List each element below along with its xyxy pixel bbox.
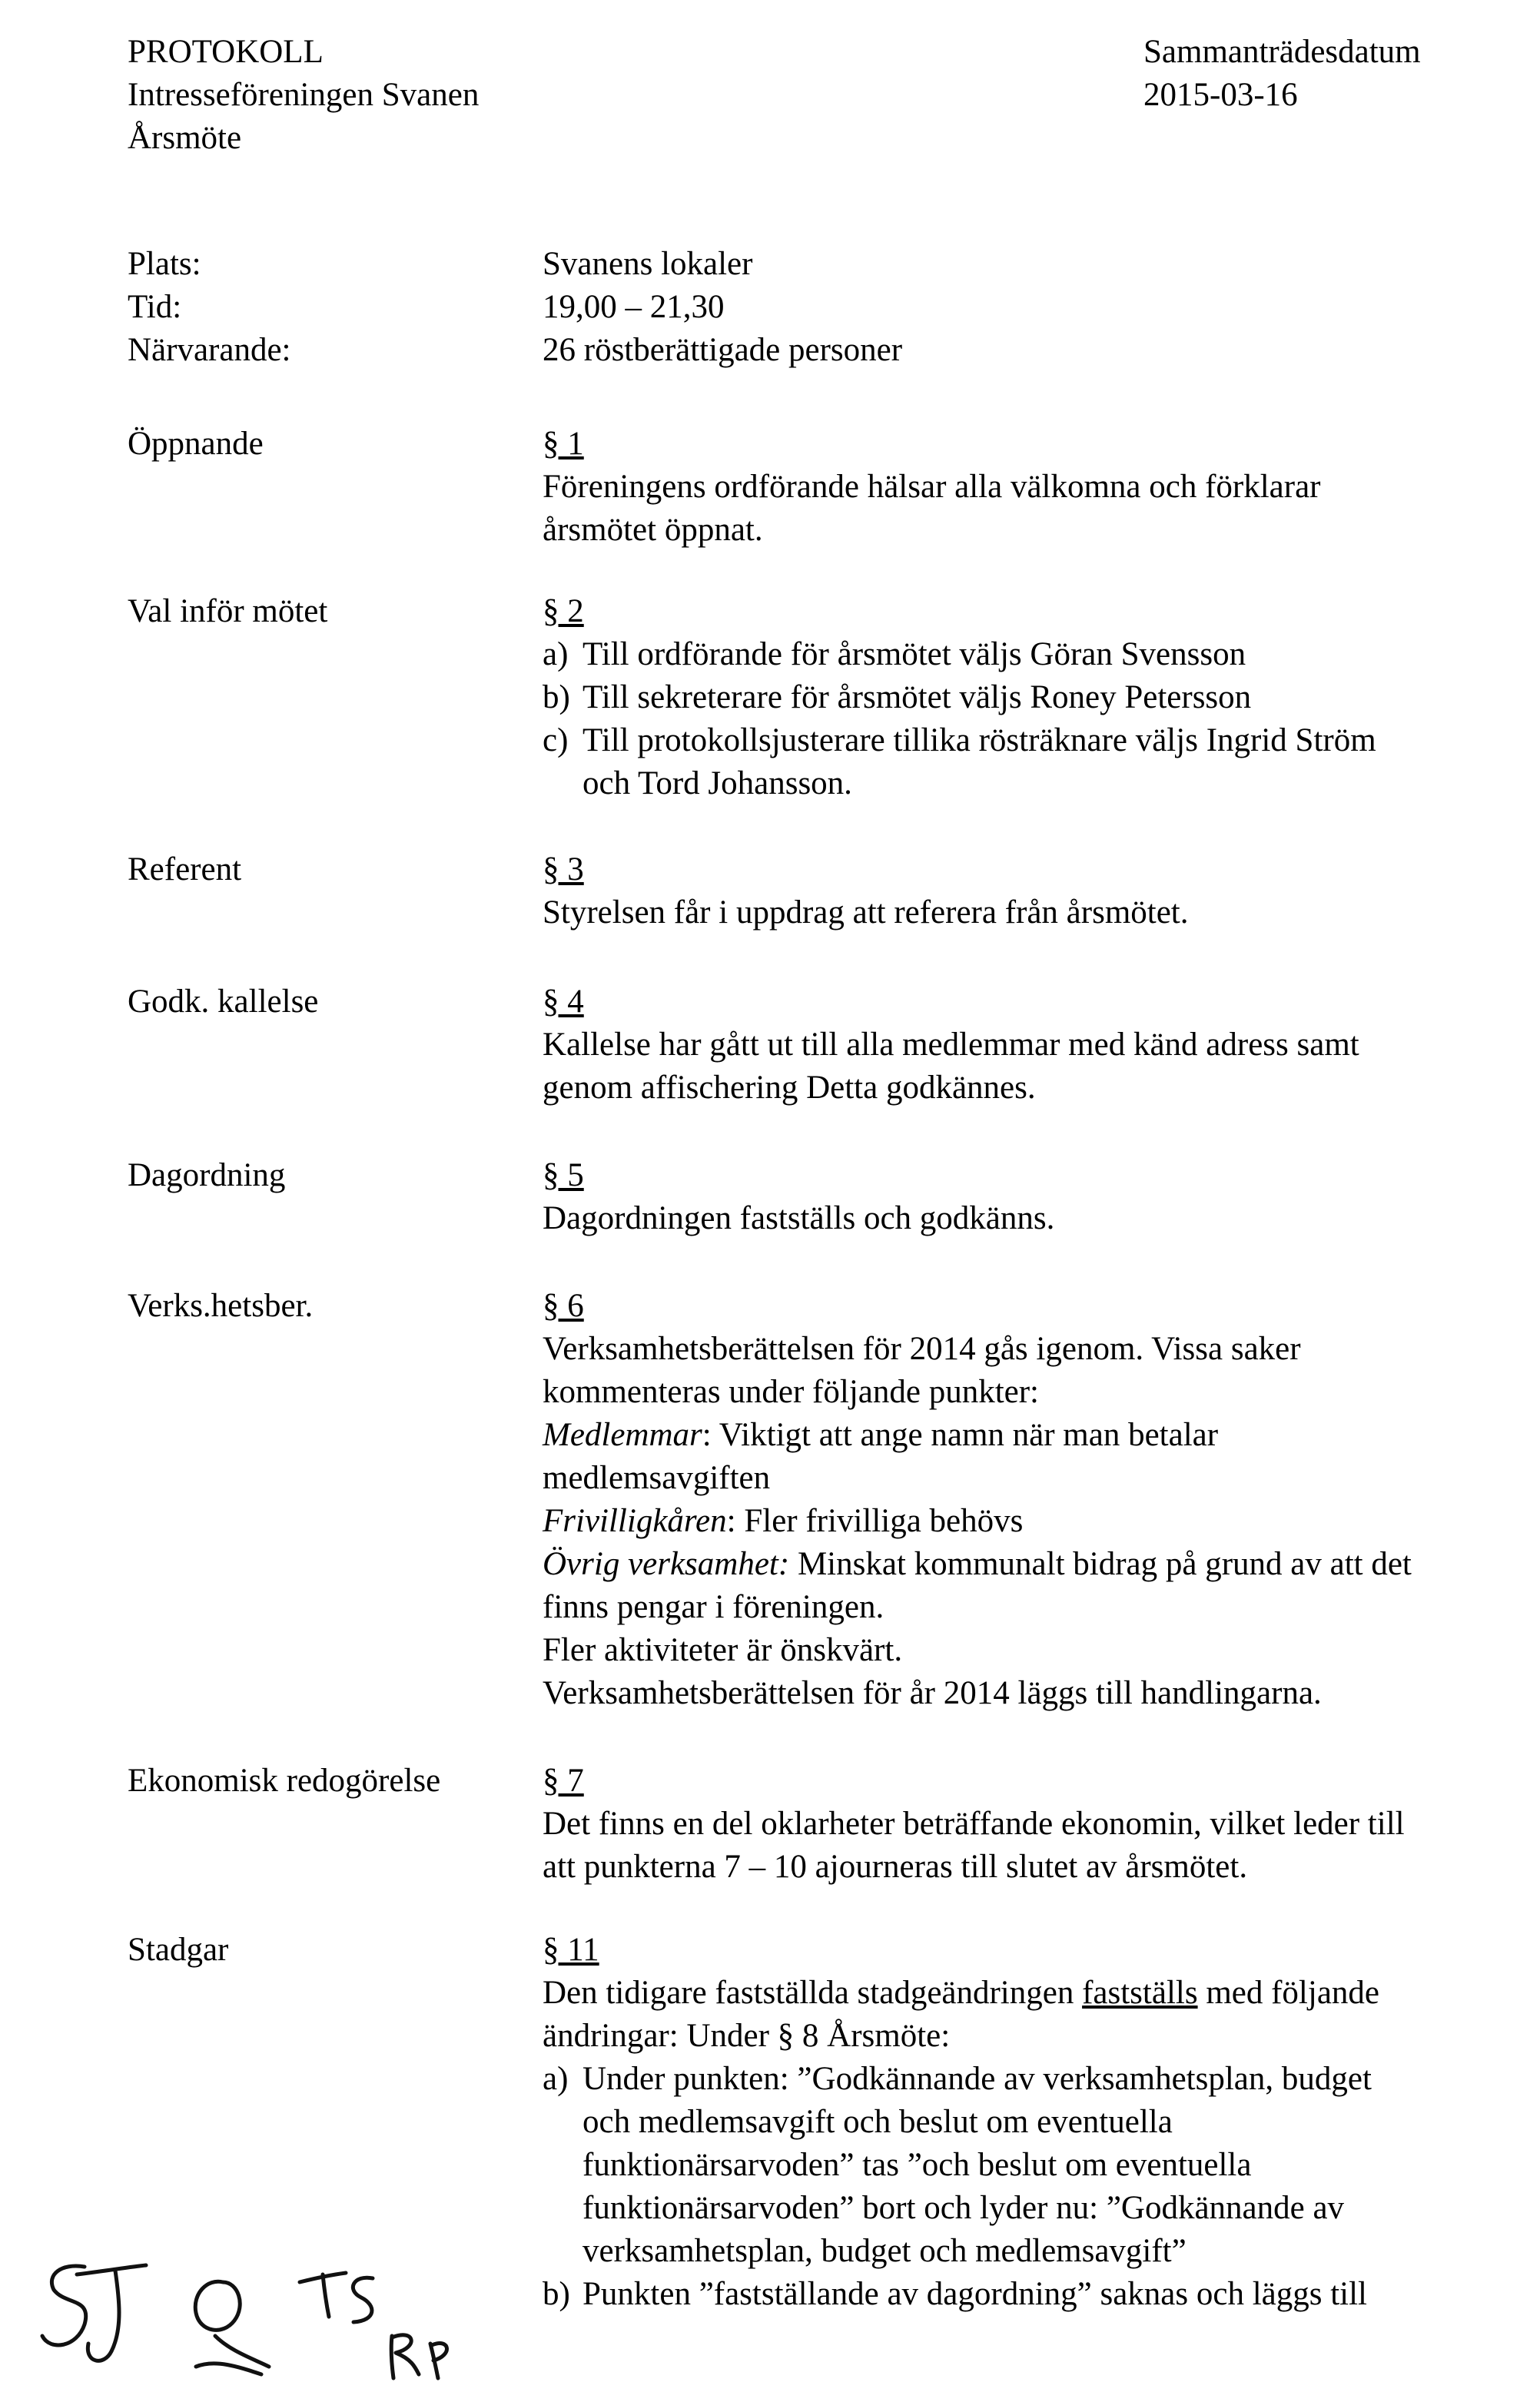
text-line: Föreningens ordförande hälsar alla välkomna och förklarar [543, 469, 1321, 505]
topic-text: : Viktigt att ange namn när man betalar [702, 1417, 1219, 1453]
list-text: Till sekreterare för årsmötet väljs Roney Petersson [582, 679, 1252, 715]
meta-label: Tid: [128, 289, 182, 325]
paragraph-number: § 6 [543, 1288, 584, 1324]
section-body [543, 590, 1526, 805]
text-line: och medlemsavgift och beslut om eventuella [582, 2104, 1173, 2140]
list-item [543, 676, 1526, 719]
header-left [128, 31, 819, 160]
meeting-date: 2015-03-16 [1143, 77, 1298, 113]
text-line: Fler aktiviteter är önskvärt. [543, 1632, 903, 1668]
paragraph-number: § 4 [543, 984, 584, 1020]
section-body [543, 1760, 1526, 1889]
underlined-word: fastställs [1082, 1975, 1198, 2011]
section-body [543, 848, 1526, 934]
section-5 [128, 1154, 1526, 1240]
section-3 [128, 848, 1526, 934]
text-line: medlemsavgiften [543, 1460, 771, 1496]
topic-label: Frivilligkåren [543, 1503, 727, 1539]
section-label: Dagordning [128, 1157, 286, 1193]
meta-row-time [128, 286, 902, 329]
section-7 [128, 1760, 1526, 1889]
topic-label: Övrig verksamhet: [543, 1546, 790, 1582]
list-item [543, 633, 1526, 676]
header-right [1143, 31, 1512, 117]
paragraph-number: § 11 [543, 1932, 599, 1968]
text-line: Till protokollsjusterare tillika rösträknare väljs Ingrid Ström [582, 722, 1376, 758]
section-label: Verks.hetsber. [128, 1288, 314, 1324]
text-line [543, 1414, 1526, 1457]
list-marker: a) [543, 636, 569, 672]
handwritten-initials [31, 2251, 461, 2382]
section-label: Ekonomisk redogörelse [128, 1763, 441, 1799]
paragraph-number: § 1 [543, 426, 584, 462]
meta-value: Svanens lokaler [543, 246, 753, 282]
text-line: ändringar: Under § 8 Årsmöte: [543, 2018, 951, 2054]
text-line [543, 1972, 1526, 2015]
meta-value: 19,00 – 21,30 [543, 289, 725, 325]
list-marker: a) [543, 2061, 569, 2097]
document-type: PROTOKOLL [128, 34, 324, 70]
section-1 [128, 423, 1526, 552]
section-body [543, 1154, 1526, 1240]
text-line: finns pengar i föreningen. [543, 1589, 885, 1625]
section-label: Val inför mötet [128, 593, 328, 629]
section-label: Referent [128, 851, 242, 887]
text-line: Kallelse har gått ut till alla medlemmar med känd adress samt [543, 1027, 1359, 1063]
list-marker: b) [543, 679, 570, 715]
topic-text: Minskat kommunalt bidrag på grund av att det [789, 1546, 1412, 1582]
initial-rp [391, 2335, 446, 2378]
text-line: och Tord Johansson. [582, 765, 852, 801]
meta-label: Närvarande: [128, 332, 291, 368]
topic-label: Medlemmar [543, 1417, 702, 1453]
section-label: Öppnande [128, 426, 264, 462]
section-body [543, 980, 1526, 1110]
text-line: funktionärsarvoden” bort och lyder nu: ”Godkännande av [582, 2190, 1345, 2226]
section-2 [128, 590, 1526, 805]
list-text [582, 719, 1526, 805]
text-line: funktionärsarvoden” tas ”och beslut om eventuella [582, 2147, 1252, 2183]
list-item [543, 719, 1526, 805]
meta-value: 26 röstberättigade personer [543, 332, 903, 368]
text-line: genom affischering Detta godkännes. [543, 1070, 1036, 1106]
list-marker: b) [543, 2276, 570, 2312]
meta-label: Plats: [128, 246, 201, 282]
text-line [543, 1543, 1526, 1586]
text-line: kommenteras under följande punkter: [543, 1374, 1039, 1410]
text-line: Under punkten: ”Godkännande av verksamhetsplan, budget [582, 2061, 1372, 2097]
list-item [543, 2273, 1526, 2316]
list-text [582, 2058, 1526, 2273]
initial-jq [195, 2281, 269, 2374]
meta-row-attendance [128, 329, 902, 372]
text-fragment: med följande [1197, 1975, 1379, 2011]
section-label: Stadgar [128, 1932, 229, 1968]
text-line: Verksamhetsberättelsen för 2014 gås igenom. Vissa saker [543, 1331, 1301, 1367]
paragraph-number: § 5 [543, 1157, 584, 1193]
list-marker: c) [543, 722, 569, 758]
meeting-type: Årsmöte [128, 120, 242, 156]
text-line [543, 1500, 1526, 1543]
section-4 [128, 980, 1526, 1110]
section-body [543, 1285, 1526, 1715]
text-line: att punkterna 7 – 10 ajourneras till slutet av årsmötet. [543, 1849, 1248, 1885]
list-item [543, 2058, 1526, 2273]
text-line: Styrelsen får i uppdrag att referera från årsmötet. [543, 894, 1189, 931]
text-line: Det finns en del oklarheter beträffande ekonomin, vilket leder till [543, 1806, 1405, 1842]
topic-text: : Fler frivilliga behövs [726, 1503, 1024, 1539]
text-fragment: Den tidigare fastställda stadgeändringen [543, 1975, 1083, 2011]
initial-ts [300, 2273, 373, 2322]
initial-sj [42, 2265, 146, 2361]
text-line: verksamhetsplan, budget och medlemsavgift” [582, 2233, 1187, 2269]
text-line: årsmötet öppnat. [543, 512, 763, 548]
section-body [543, 1929, 1526, 2316]
section-body [543, 423, 1526, 552]
text-line: Verksamhetsberättelsen för år 2014 läggs till handlingarna. [543, 1675, 1322, 1711]
section-label: Godk. kallelse [128, 984, 319, 1020]
section-6 [128, 1285, 1526, 1715]
paragraph-number: § 7 [543, 1763, 584, 1799]
meeting-meta [128, 243, 902, 372]
organization-name: Intresseföreningen Svanen [128, 77, 480, 113]
date-label: Sammanträdesdatum [1143, 34, 1421, 70]
paragraph-number: § 3 [543, 851, 584, 887]
meta-row-place [128, 243, 902, 286]
list-text: Till ordförande för årsmötet väljs Göran Svensson [582, 636, 1246, 672]
text-line: Dagordningen fastställs och godkänns. [543, 1200, 1055, 1236]
list-text: Punkten ”fastställande av dagordning” saknas och läggs till [582, 2276, 1367, 2312]
paragraph-number: § 2 [543, 593, 584, 629]
